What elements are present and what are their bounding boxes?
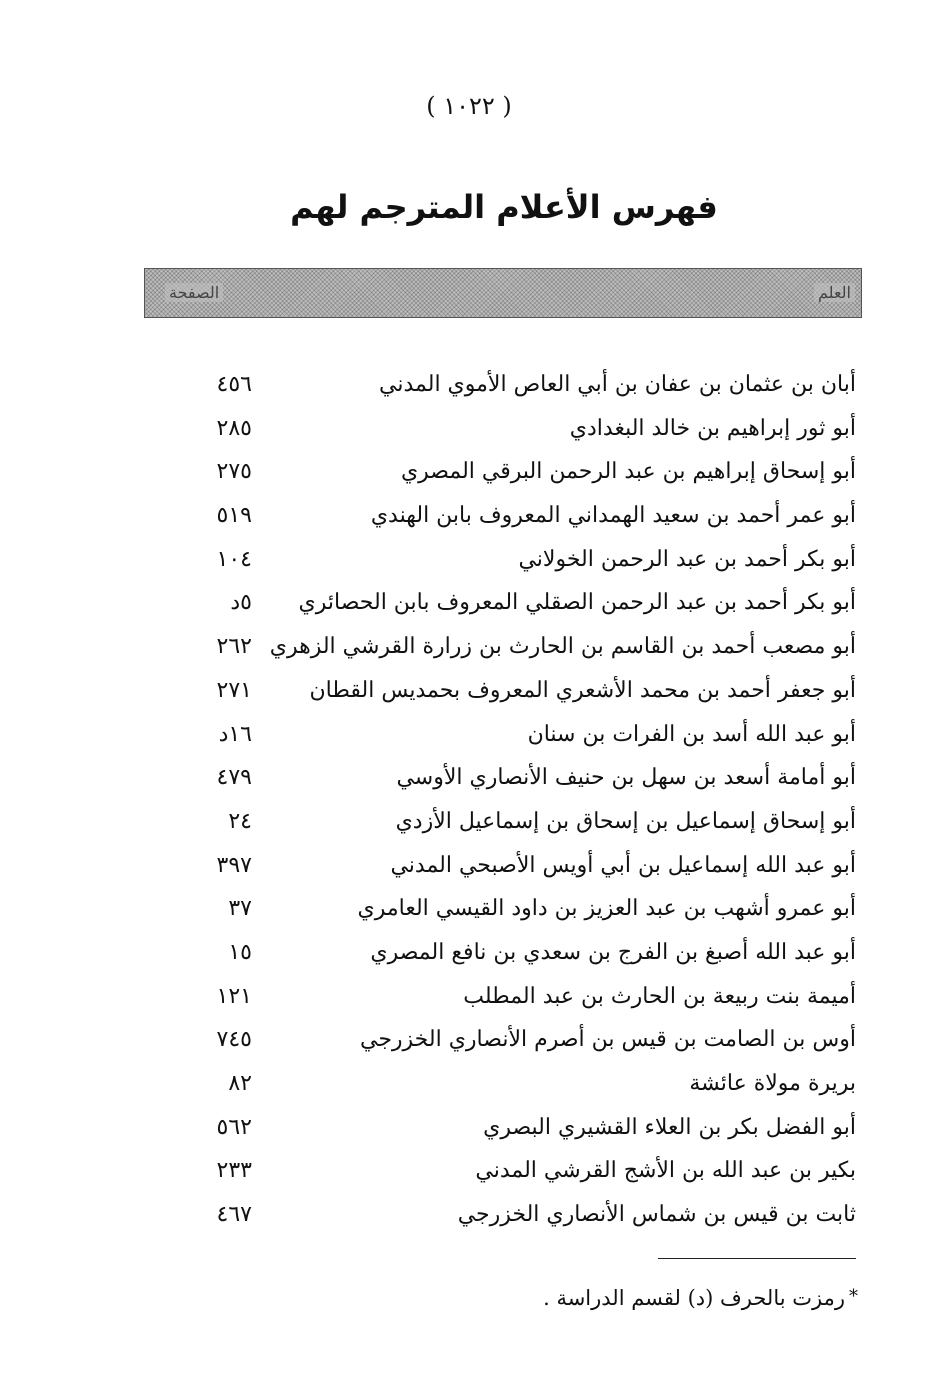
index-entry [150, 410, 856, 454]
entry-page-number: ١٠٤ [216, 546, 252, 572]
footnote [543, 1286, 858, 1310]
footnote-text: رمزت بالحرف (د) لقسم الدراسة . [543, 1286, 845, 1310]
entry-name: أبو جعفر أحمد بن محمد الأشعري المعروف بحمديس القطان [309, 677, 856, 703]
entry-page-number: ١٥ [228, 939, 252, 965]
index-entry [150, 890, 856, 934]
entry-name: أبان بن عثمان بن عفان بن أبي العاص الأموي المدني [379, 372, 856, 397]
index-entry [150, 1152, 856, 1196]
entry-name: أبو عمر أحمد بن سعيد الهمداني المعروف بابن الهندي [370, 503, 856, 529]
entry-name: أبو إسحاق إسماعيل بن إسحاق بن إسماعيل الأزدي [395, 808, 856, 834]
entry-page-number: ٥١٩ [216, 503, 252, 529]
entry-page-number: ٢٨٥ [216, 415, 252, 441]
index-entry [150, 453, 856, 497]
index-entry [150, 847, 856, 891]
index-entry [150, 978, 856, 1022]
index-entry [150, 934, 856, 978]
entry-page-number: ٤٦٧ [216, 1202, 252, 1228]
entry-name: أبو بكر أحمد بن عبد الرحمن الخولاني [518, 546, 856, 572]
entry-name: أبو مصعب أحمد بن القاسم بن الحارث بن زرارة القرشي الزهري [269, 634, 856, 660]
entry-name: بكير بن عبد الله بن الأشج القرشي المدني [475, 1158, 856, 1184]
entry-name: أبو عبد الله إسماعيل بن أبي أويس الأصبحي المدني [390, 852, 856, 878]
index-entry [150, 366, 856, 410]
page-number: ( ١٠٢٢ ) [426, 92, 512, 120]
index-title: فهرس الأعلام المترجم لهم [290, 188, 718, 226]
entry-page-number: ٨٢ [228, 1071, 252, 1096]
entry-name: أوس بن الصامت بن قيس بن أصرم الأنصاري الخزرجي [359, 1027, 856, 1053]
footnote-marker: * [849, 1286, 858, 1307]
entry-name: أبو الفضل بكر بن العلاء القشيري البصري [483, 1114, 856, 1140]
table-header-bar [144, 268, 862, 318]
entry-page-number: ٢٤ [228, 808, 252, 834]
entry-page-number: ٤٧٩ [216, 765, 252, 791]
entry-name: أبو أمامة أسعد بن سهل بن حنيف الأنصاري الأوسي [396, 765, 856, 791]
entry-page-number: ٢٧١ [216, 677, 252, 703]
index-entry [150, 716, 856, 760]
entry-page-number: ٣٧ [228, 896, 252, 922]
header-name-label: العلم [814, 283, 855, 302]
entry-name: أبو بكر أحمد بن عبد الرحمن الصقلي المعروف بابن الحصائري [298, 590, 856, 616]
entry-name: ثابت بن قيس بن شماس الأنصاري الخزرجي [457, 1202, 856, 1228]
entry-name: أبو عبد الله أصبغ بن الفرج بن سعدي بن نافع المصري [370, 939, 856, 965]
entry-page-number: ٧٤٥ [216, 1027, 252, 1053]
index-entry [150, 1065, 856, 1109]
entry-page-number: ٤٥٦ [216, 372, 252, 397]
footnote-divider [658, 1258, 856, 1259]
index-entry [150, 672, 856, 716]
index-entry [150, 497, 856, 541]
index-entry [150, 628, 856, 672]
index-entry [150, 1109, 856, 1153]
entry-page-number: ٢٣٣ [216, 1158, 252, 1184]
index-entry [150, 803, 856, 847]
index-entry [150, 541, 856, 585]
index-entry [150, 1196, 856, 1240]
index-entries-list [150, 366, 856, 1240]
entry-page-number: ٥٦٢ [216, 1114, 252, 1140]
entry-page-number: ٣٩٧ [216, 852, 252, 878]
index-entry [150, 759, 856, 803]
entry-page-number: ١٢١ [216, 983, 252, 1009]
index-entry [150, 584, 856, 628]
entry-page-number: ٥د [230, 590, 252, 616]
index-entry [150, 1021, 856, 1065]
entry-name: أبو عبد الله أسد بن الفرات بن سنان [527, 721, 856, 747]
entry-page-number: ١٦د [218, 721, 252, 747]
entry-name: أبو إسحاق إبراهيم بن عبد الرحمن البرقي المصري [400, 459, 856, 485]
entry-name: أميمة بنت ربيعة بن الحارث بن عبد المطلب [463, 983, 856, 1009]
header-page-label: الصفحة [165, 283, 223, 302]
entry-page-number: ٢٦٢ [216, 634, 252, 660]
entry-page-number: ٢٧٥ [216, 459, 252, 485]
entry-name: أبو ثور إبراهيم بن خالد البغدادي [569, 415, 856, 441]
entry-name: أبو عمرو أشهب بن عبد العزيز بن داود القيسي العامري [357, 896, 856, 922]
entry-name: بريرة مولاة عائشة [689, 1071, 856, 1096]
